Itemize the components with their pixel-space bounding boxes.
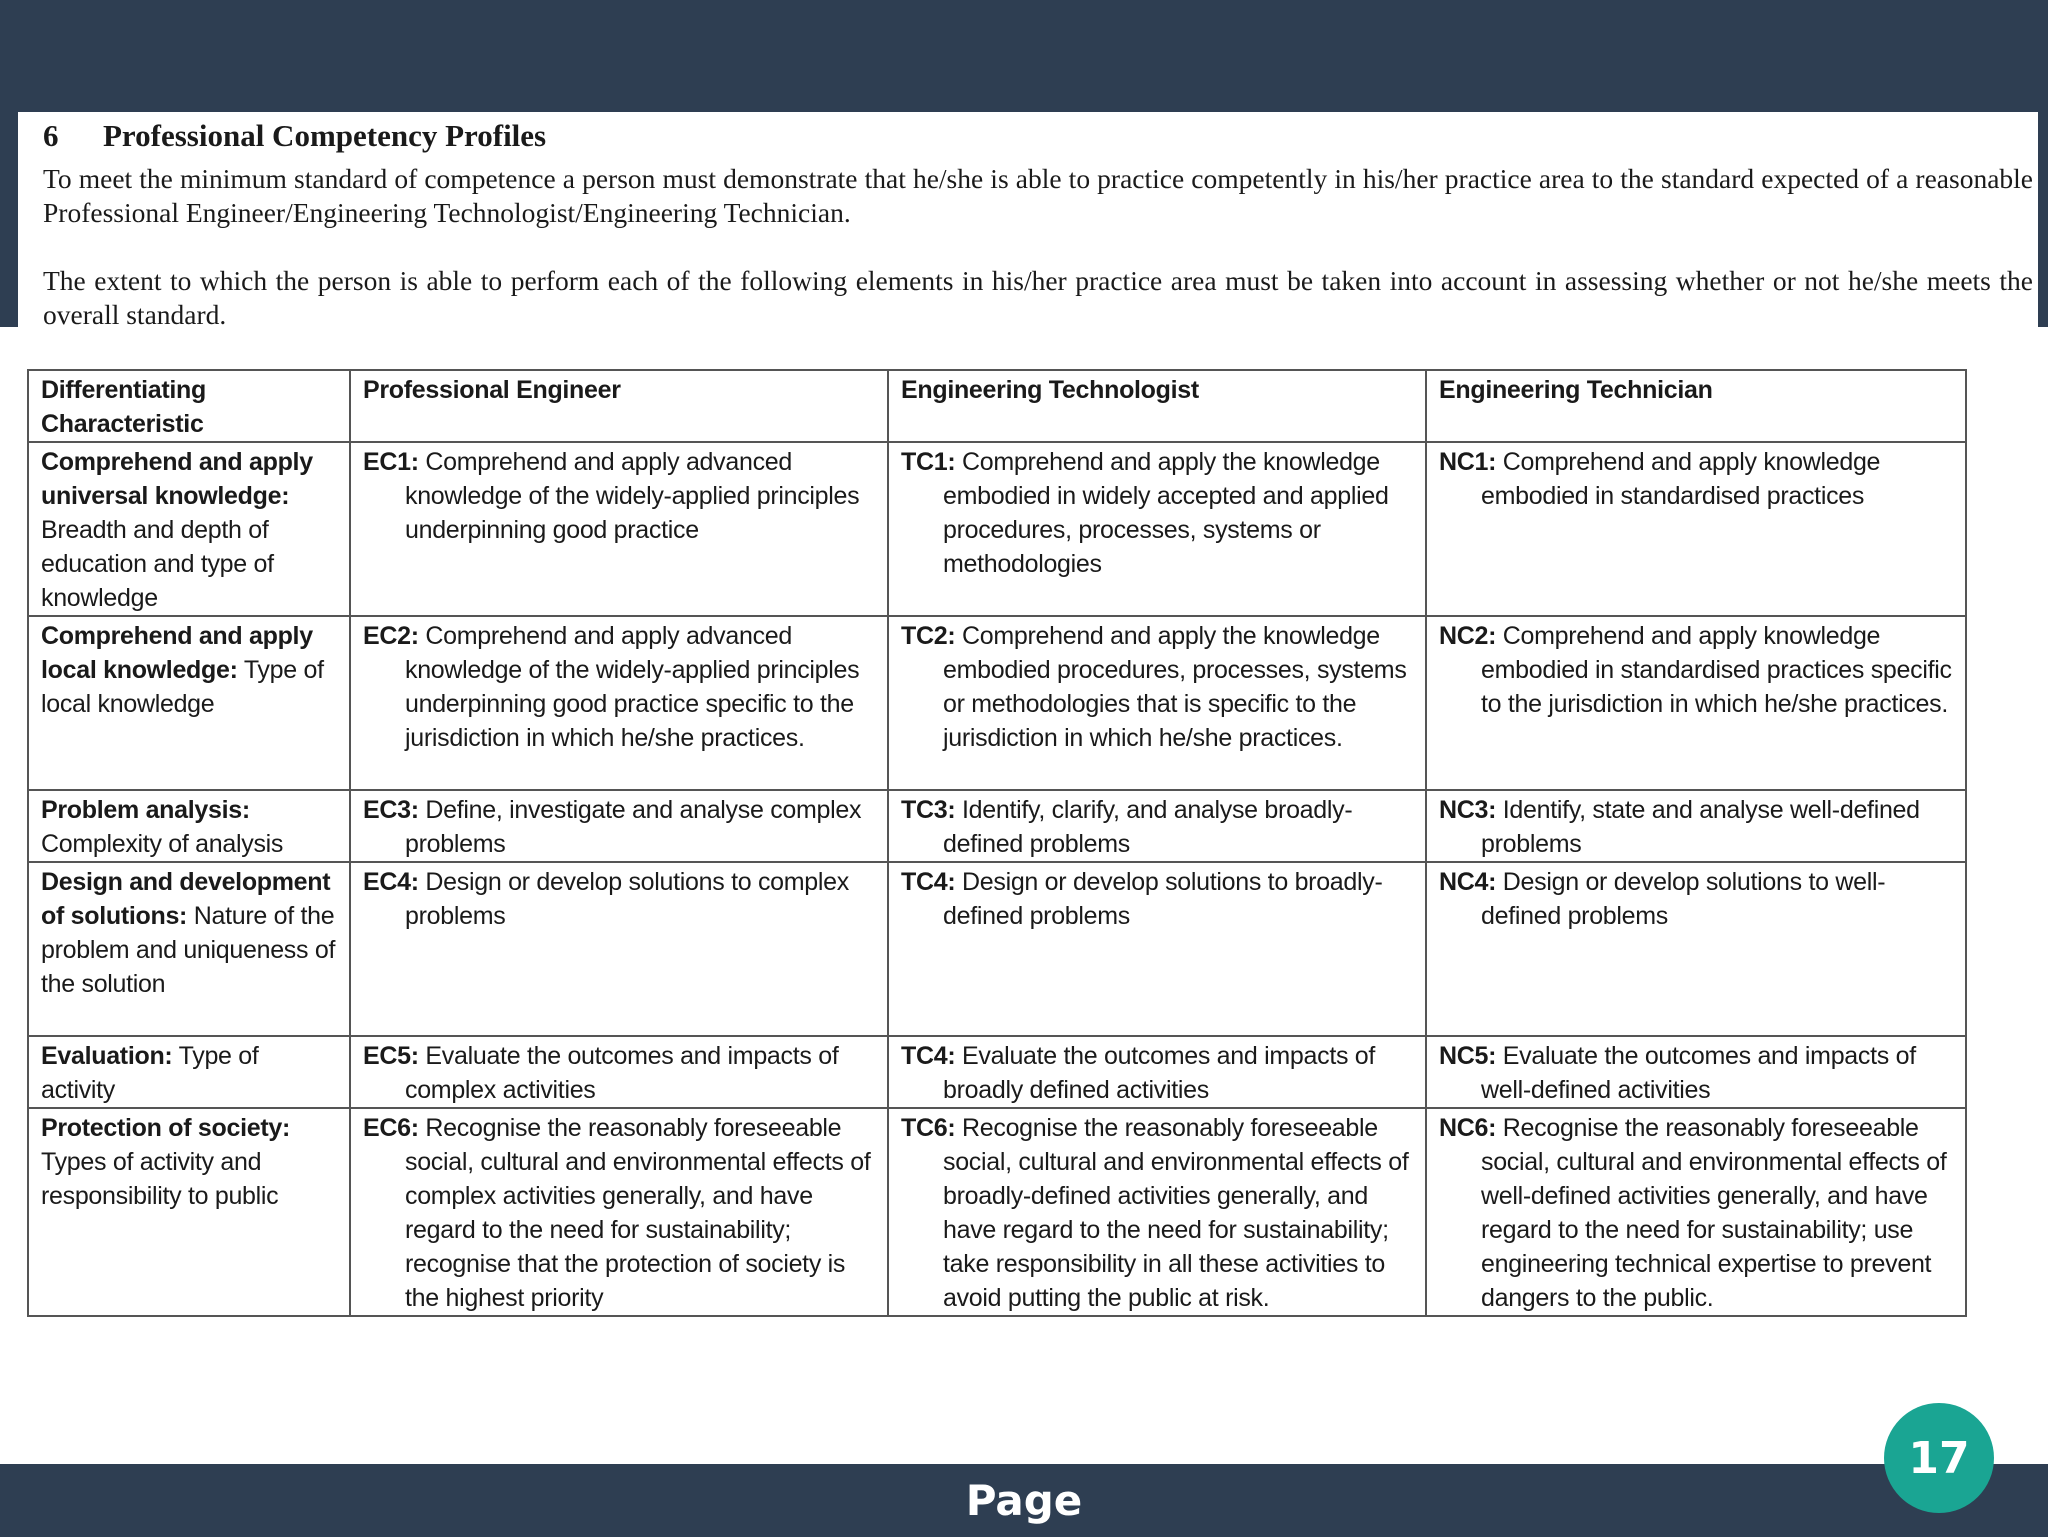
footer-page-label: Page — [965, 1476, 1083, 1525]
entry-code: NC3: — [1439, 796, 1497, 824]
header-engineering-technician: Engineering Technician — [1426, 370, 1966, 442]
entry-text: Comprehend and apply advanced knowledge of the widely-applied principles underpinning good practice specific to the jurisdiction in which he/she practices. — [405, 622, 860, 752]
header-professional-engineer: Professional Engineer — [350, 370, 888, 442]
entry-code: TC2: — [901, 622, 956, 650]
entry-text: Comprehend and apply the knowledge embodied procedures, processes, systems or methodologies that is specific to the jurisdiction in which he/she practices. — [943, 622, 1407, 752]
entry-code: EC2: — [363, 622, 419, 650]
characteristic-cell — [28, 1036, 350, 1108]
characteristic-cell — [28, 442, 350, 616]
technologist-cell — [888, 442, 1426, 616]
entry-text: Recognise the reasonably foreseeable social, cultural and environmental effects of complex activities generally, and have regard to the need for sustainability; recognise that the protection of society is the highest priority — [405, 1114, 871, 1312]
characteristic-title: Comprehend and apply universal knowledge: — [41, 448, 313, 510]
table-row — [28, 616, 1966, 790]
engineer-cell — [350, 616, 888, 790]
entry-code: NC5: — [1439, 1042, 1497, 1070]
entry-code: NC1: — [1439, 448, 1497, 476]
entry-code: EC3: — [363, 796, 419, 824]
right-edge-strip — [2038, 112, 2048, 327]
document-intro — [18, 112, 2038, 330]
entry-code: TC3: — [901, 796, 956, 824]
technician-cell — [1426, 616, 1966, 790]
entry-code: TC1: — [901, 448, 956, 476]
characteristic-desc: Complexity of analysis — [41, 830, 284, 858]
entry-text: Comprehend and apply advanced knowledge of the widely-applied principles underpinning good practice — [405, 448, 860, 544]
entry-code: TC6: — [901, 1114, 956, 1142]
characteristic-title: Evaluation: — [41, 1042, 173, 1070]
engineer-cell — [350, 862, 888, 1036]
characteristic-cell — [28, 1108, 350, 1316]
engineer-cell — [350, 1108, 888, 1316]
entry-code: EC6: — [363, 1114, 419, 1142]
characteristic-cell — [28, 616, 350, 790]
header-engineering-technologist: Engineering Technologist — [888, 370, 1426, 442]
characteristic-title: Protection of society: — [41, 1114, 290, 1142]
entry-code: TC4: — [901, 1042, 956, 1070]
entry-text: Define, investigate and analyse complex problems — [405, 796, 862, 858]
table-row — [28, 442, 1966, 616]
technologist-cell — [888, 862, 1426, 1036]
table-header-row — [28, 370, 1966, 442]
characteristic-desc: Type of local knowledge — [41, 656, 324, 718]
characteristic-title: Comprehend and apply local knowledge: — [41, 622, 313, 684]
entry-text: Identify, state and analyse well-defined problems — [1481, 796, 1920, 858]
section-number: 6 — [43, 118, 59, 153]
competency-table — [27, 369, 1967, 1317]
entry-code: NC2: — [1439, 622, 1497, 650]
technician-cell — [1426, 442, 1966, 616]
left-edge-strip — [0, 112, 18, 327]
engineer-cell — [350, 1036, 888, 1108]
intro-paragraph-2: The extent to which the person is able to perform each of the following elements in his/her practice area must be taken into account in assessing whether or not he/she meets the overall standard. — [43, 265, 2033, 330]
table-row — [28, 1108, 1966, 1316]
technologist-cell — [888, 1108, 1426, 1316]
technician-cell — [1426, 862, 1966, 1036]
page-number-badge: 17 — [1884, 1403, 1994, 1513]
entry-text: Design or develop solutions to broadly-defined problems — [943, 868, 1383, 930]
entry-code: EC5: — [363, 1042, 419, 1070]
intro-paragraph-1: To meet the minimum standard of competence a person must demonstrate that he/she is able to practice competently in his/her practice area to the standard expected of a reasonable Professional Engineer/Engineering Technologist/Engineering Technician. — [43, 163, 2033, 228]
characteristic-desc: Breadth and depth of education and type of knowledge — [41, 516, 274, 612]
entry-code: NC6: — [1439, 1114, 1497, 1142]
entry-text: Evaluate the outcomes and impacts of broadly defined activities — [943, 1042, 1376, 1104]
engineer-cell — [350, 442, 888, 616]
characteristic-desc: Nature of the problem and uniqueness of the solution — [41, 902, 336, 998]
technician-cell — [1426, 790, 1966, 862]
header-characteristic: Differentiating Characteristic — [28, 370, 350, 442]
entry-text: Recognise the reasonably foreseeable social, cultural and environmental effects of well-defined activities generally, and have regard to the need for sustainability; use engineering technical expertise to prevent dangers to the public. — [1481, 1114, 1947, 1312]
top-banner — [0, 0, 2048, 112]
characteristic-cell — [28, 862, 350, 1036]
section-title: Professional Competency Profiles — [103, 118, 547, 153]
entry-text: Comprehend and apply the knowledge embodied in widely accepted and applied procedures, processes, systems or methodologies — [943, 448, 1389, 578]
entry-text: Evaluate the outcomes and impacts of well-defined activities — [1481, 1042, 1916, 1104]
characteristic-cell — [28, 790, 350, 862]
entry-text: Recognise the reasonably foreseeable social, cultural and environmental effects of broadly-defined activities generally, and have regard to the need for sustainability; take responsibility in all these activities to avoid putting the public at risk. — [943, 1114, 1409, 1312]
technician-cell — [1426, 1108, 1966, 1316]
entry-code: EC4: — [363, 868, 419, 896]
entry-code: NC4: — [1439, 868, 1497, 896]
entry-code: TC4: — [901, 868, 956, 896]
section-heading — [43, 118, 546, 154]
technician-cell — [1426, 1036, 1966, 1108]
characteristic-desc: Type of activity — [41, 1042, 259, 1104]
characteristic-title: Design and development of solutions: — [41, 868, 331, 930]
technologist-cell — [888, 616, 1426, 790]
table-row — [28, 790, 1966, 862]
entry-text: Comprehend and apply knowledge embodied in standardised practices — [1481, 448, 1881, 510]
entry-text: Identify, clarify, and analyse broadly-defined problems — [943, 796, 1353, 858]
entry-text: Evaluate the outcomes and impacts of complex activities — [405, 1042, 839, 1104]
characteristic-desc: Types of activity and responsibility to public — [41, 1148, 279, 1210]
table-row — [28, 1036, 1966, 1108]
entry-code: EC1: — [363, 448, 419, 476]
technologist-cell — [888, 790, 1426, 862]
entry-text: Design or develop solutions to well-defined problems — [1481, 868, 1886, 930]
technologist-cell — [888, 1036, 1426, 1108]
characteristic-title: Problem analysis: — [41, 796, 250, 824]
entry-text: Design or develop solutions to complex problems — [405, 868, 849, 930]
table-row — [28, 862, 1966, 1036]
engineer-cell — [350, 790, 888, 862]
entry-text: Comprehend and apply knowledge embodied in standardised practices specific to the jurisdiction in which he/she practices. — [1481, 622, 1952, 718]
